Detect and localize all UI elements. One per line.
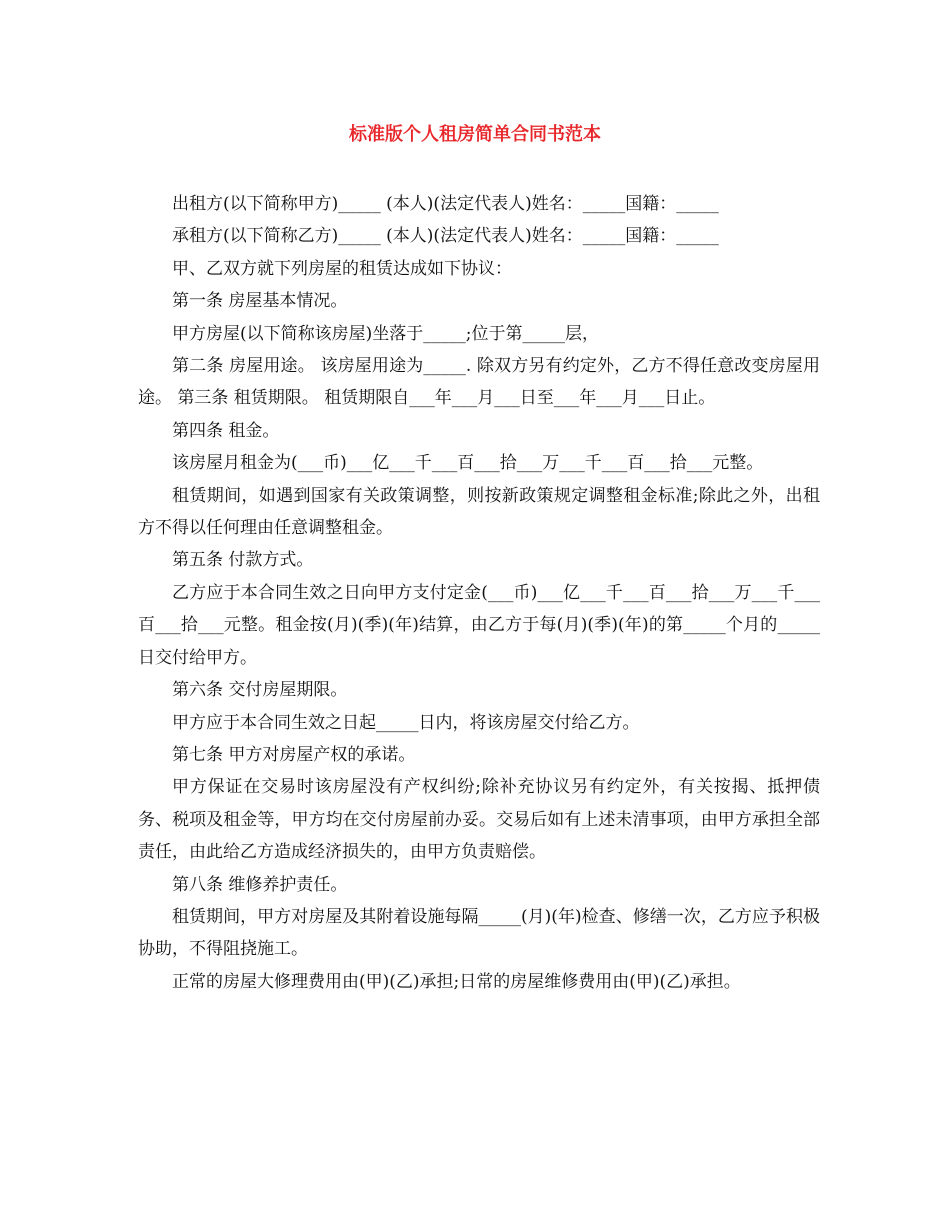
- article-5-body: 乙方应于本合同生效之日向甲方支付定金(___币)___亿___千___百___拾___万___千___百___拾___元整。租金按(月)(季)(年)结算，由乙方于每(月)(季)(年)的第_____个月的_____日交付给甲方。: [138, 582, 820, 668]
- paragraph-lessee: 承租方(以下简称乙方)_____ (本人)(法定代表人)姓名：_____国籍：_____: [172, 226, 719, 247]
- article-6-heading: 第六条 交付房屋期限。: [172, 680, 348, 701]
- article-4-rent-amount: 该房屋月租金为(___币)___亿___千___百___拾___万___千___百___拾___元整。: [172, 453, 764, 474]
- article-1-heading: 第一条 房屋基本情况。: [172, 291, 348, 312]
- article-2-3-body: 第二条 房屋用途。 该房屋用途为_____. 除双方另有约定外，乙方不得任意改变房屋用途。 第三条 租赁期限。 租赁期限自___年___月___日至___年___月___日止。: [138, 356, 820, 409]
- article-1-body: 甲方房屋(以下简称该房屋)坐落于_____;位于第_____层，: [172, 323, 599, 344]
- article-8-repair-costs: 正常的房屋大修理费用由(甲)(乙)承担;日常的房屋维修费用由(甲)(乙)承担。: [172, 971, 741, 992]
- paragraph-agreement-intro: 甲、乙双方就下列房屋的租赁达成如下协议：: [172, 258, 512, 279]
- article-8-heading: 第八条 维修养护责任。: [172, 874, 348, 895]
- article-7-heading: 第七条 甲方对房屋产权的承诺。: [172, 744, 416, 765]
- document-body: [138, 188, 820, 998]
- document-title: 标准版个人租房简单合同书范本: [349, 124, 601, 145]
- article-8-inspection: 租赁期间，甲方对房屋及其附着设施每隔_____(月)(年)检查、修缮一次，乙方应予积极协助，不得阻挠施工。: [138, 906, 820, 960]
- article-5-heading: 第五条 付款方式。: [172, 550, 314, 571]
- article-6-body: 甲方应于本合同生效之日起_____日内，将该房屋交付给乙方。: [172, 712, 640, 733]
- paragraph-lessor: 出租方(以下简称甲方)_____ (本人)(法定代表人)姓名：_____国籍：_____: [172, 194, 719, 214]
- article-4-heading: 第四条 租金。: [172, 420, 280, 441]
- article-7-body: 甲方保证在交易时该房屋没有产权纠纷;除补充协议另有约定外，有关按揭、抵押债务、税项及租金等，甲方均在交付房屋前办妥。交易后如有上述未清事项，由甲方承担全部责任，由此给乙方造成经济损失的，由甲方负责赔偿。: [138, 777, 820, 863]
- article-4-rent-adjustment: 租赁期间，如遇到国家有关政策调整，则按新政策规定调整租金标准;除此之外，出租方不得以任何理由任意调整租金。: [138, 485, 820, 539]
